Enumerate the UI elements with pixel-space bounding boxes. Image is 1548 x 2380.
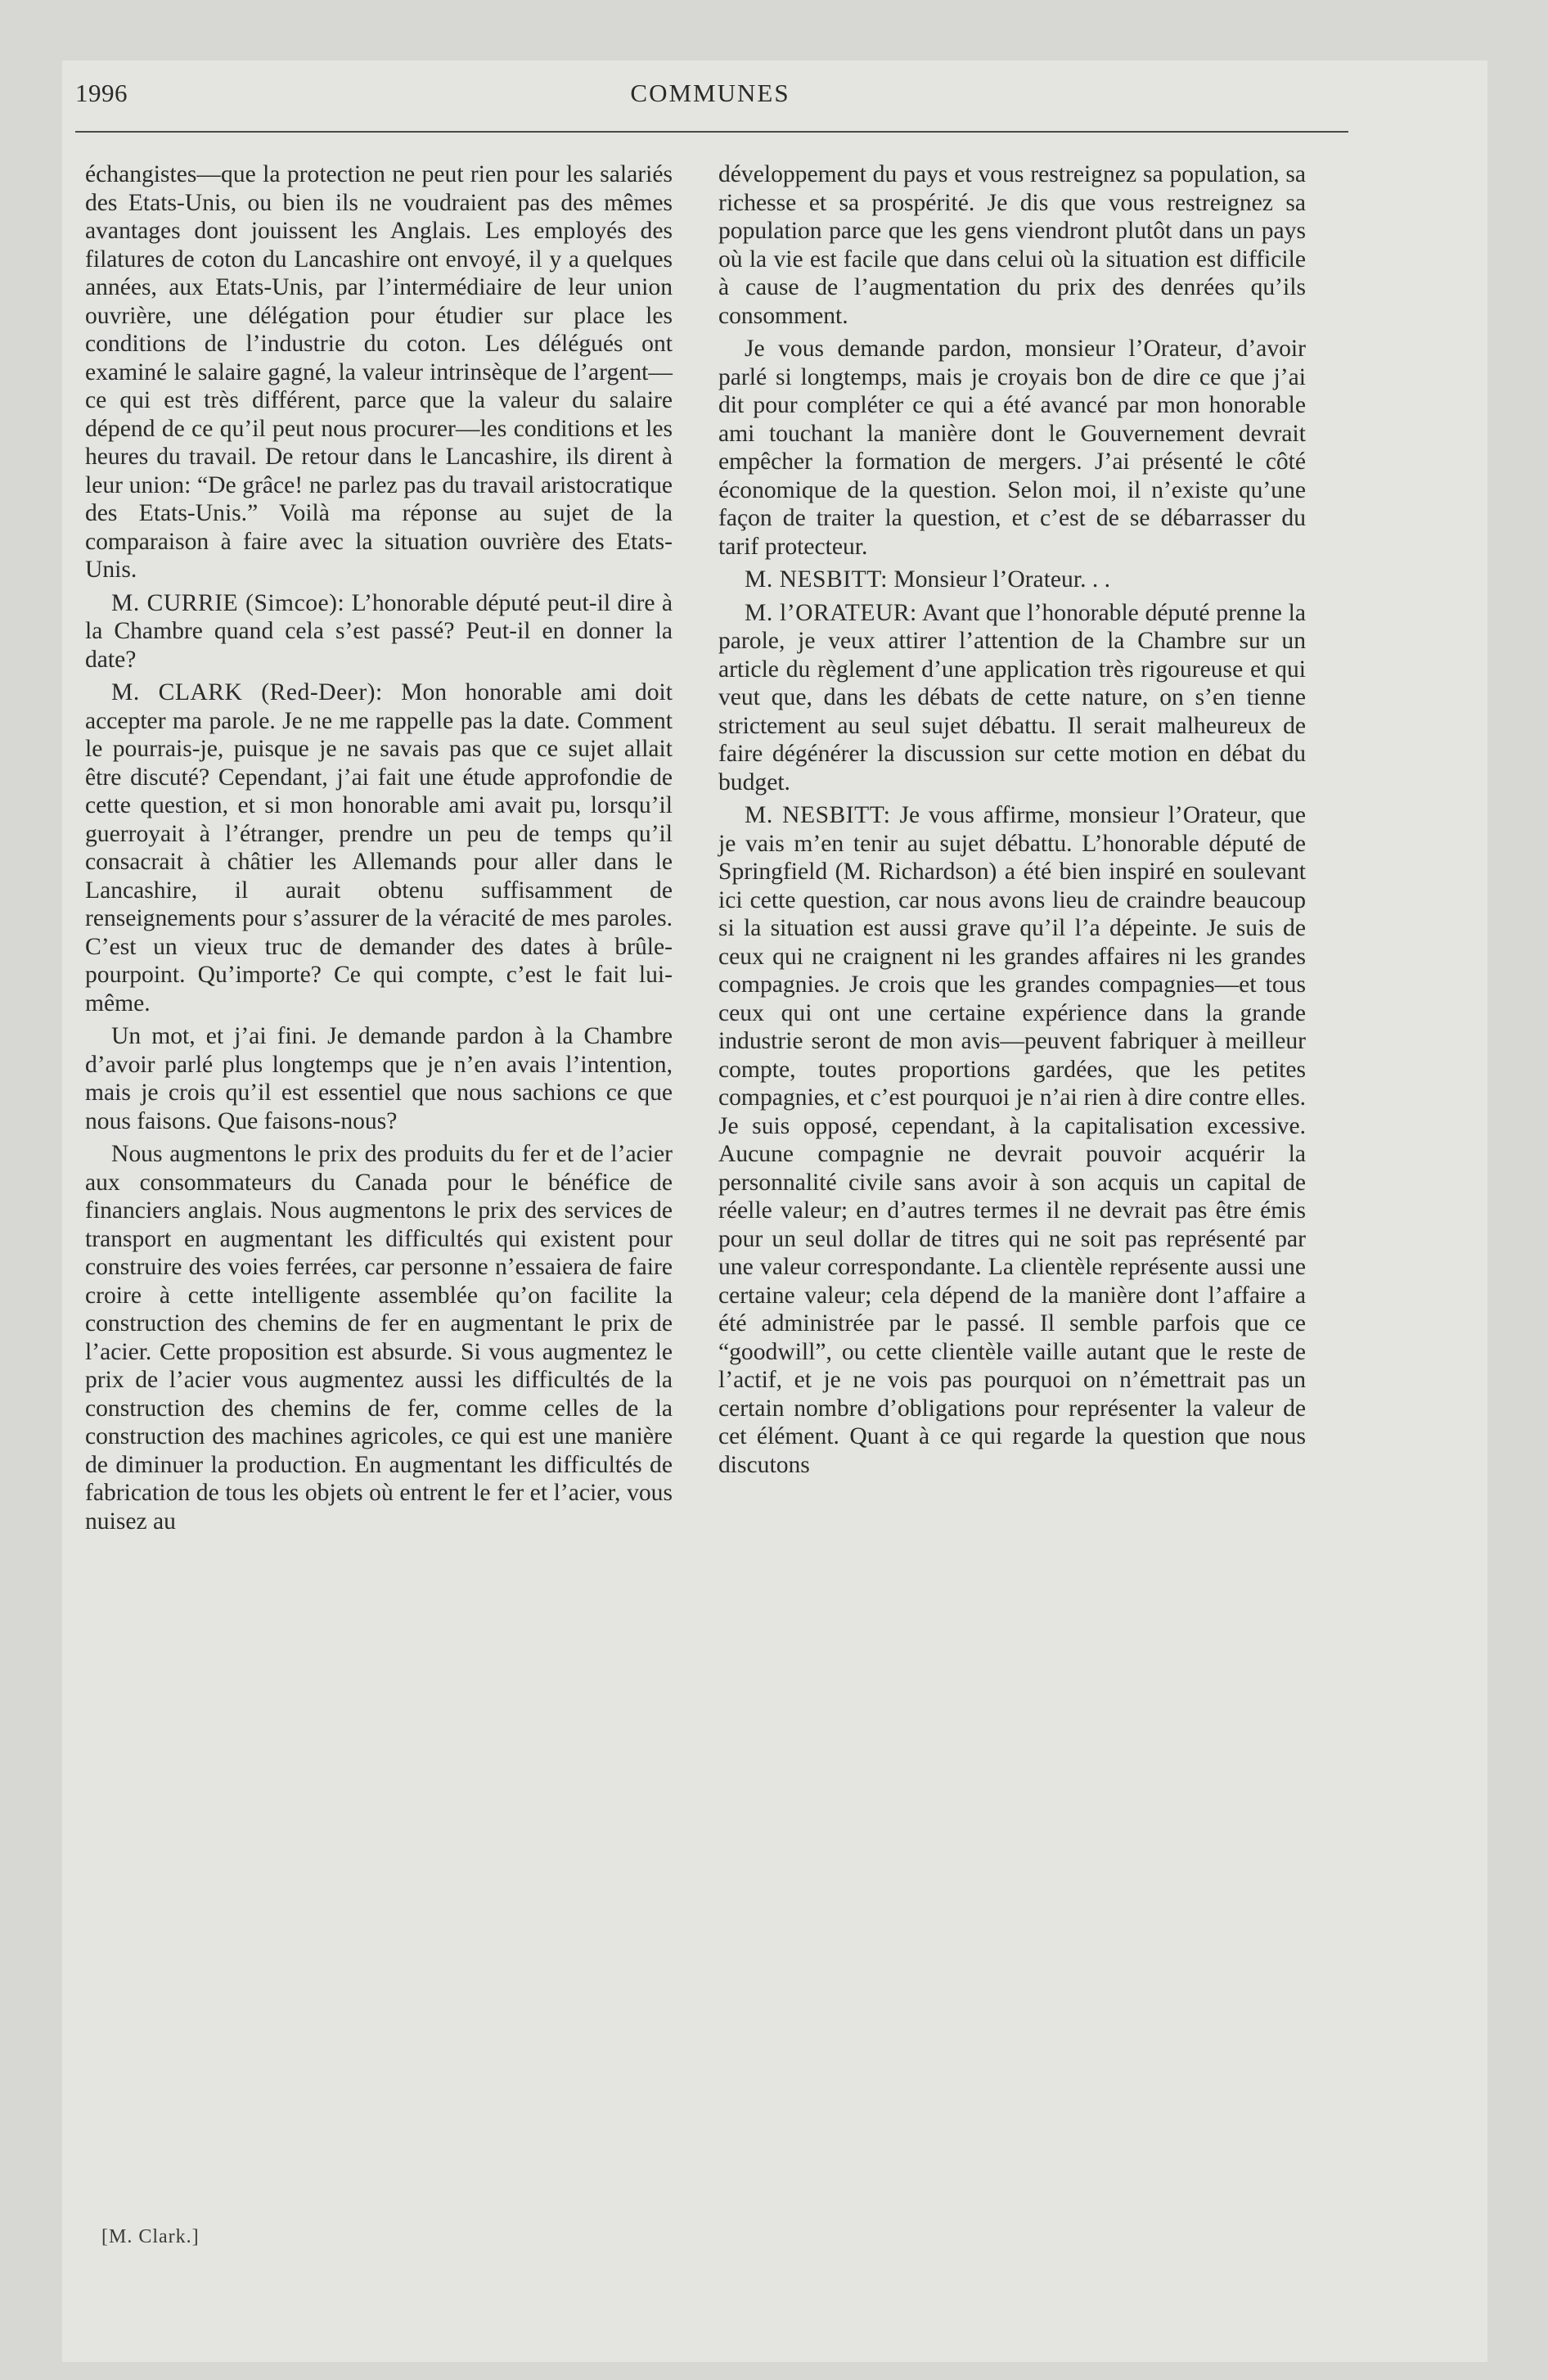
- speaker-name: M. NESBITT:: [745, 802, 891, 828]
- page-number: 1996: [75, 79, 128, 107]
- speaker-name: M. NESBITT:: [745, 566, 889, 593]
- paragraph: développement du pays et vous restreignez sa population, sa richesse et sa prospérité. Je dis que vous restreignez sa population parce que les gens viendront plutôt dans un pays où la vie est facile que dans celui où la situation est difficile à cause de l’augmentation du prix des denrées qu’ils consomment.: [718, 161, 1306, 329]
- running-title: COMMUNES: [630, 79, 790, 107]
- paragraph: Un mot, et j’ai fini. Je demande pardon à la Chambre d’avoir parlé plus longtemps que je n’en avais l’intention, mais je crois qu’il est essentiel que nous sachions ce que nous faisons. Que faisons-nous?: [85, 1023, 673, 1134]
- paragraph: M. NESBITT: Je vous affirme, monsieur l’Orateur, que je vais m’en tenir au sujet débattu. L’honorable député de Springfield (M. Richardson) a été bien inspiré en soulevant ici cette question, car nous avons lieu de craindre beaucoup si la situation est aussi grave qu’il l’a dépeinte. Je suis de ceux qui ne craignent ni les grandes affaires ni les grandes compagnies. Je crois que les grandes compagnies—et tous ceux qui ont une certaine expérience dans la grande industrie seront de mon avis—peuvent fabriquer à meilleur compte, toutes proportions gardées, que les petites compagnies, et c’est pourquoi je n’ai rien à dire contre elles. Je suis opposé, cependant, à la capitalisation excessive. Aucune compagnie ne devrait pouvoir acquérir la personnalité civile sans avoir à son acquis un capital de réelle valeur; en d’autres termes il ne devrait pas être émis pour un seul dollar de titres qui ne soit pas représenté par une valeur correspondante. La clientèle représente aussi une certaine valeur; cela dépend de la manière dont l’affaire a été administrée par le passé. Il semble parfois que ce “goodwill”, ou cette clientèle vaille autant que le reste de l’actif, et je ne vois pas pourquoi on n’émettrait pas un certain nombre d’obligations pour représenter la valeur de cet élément. Quant à ce qui regarde la question que nous discutons: [718, 802, 1306, 1478]
- left-column: [85, 160, 673, 1535]
- right-column: [718, 160, 1306, 1479]
- speaker-name: M. l’ORATEUR:: [745, 599, 917, 626]
- speaker-name: M. CURRIE (Simcoe):: [111, 589, 345, 616]
- paragraph: Nous augmentons le prix des produits du fer et de l’acier aux consommateurs du Canada pour le bénéfice de financiers anglais. Nous augmentons le prix des services de transport en augmentant les difficultés qui existent pour construire des voies ferrées, car personne n’essaiera de faire croire à cette intelligente assemblée qu’on facilite la construction des chemins de fer en augmentant le prix de l’acier. Cette proposition est absurde. Si vous augmentez le prix de l’acier vous augmentez aussi les difficultés de la construction des chemins de fer, comme celles de la construction des machines agricoles, ce qui est une manière de diminuer la production. En augmentant les difficultés de fabrication de tous les objets où entrent le fer et l’acier, vous nuisez au: [85, 1141, 673, 1535]
- speaker-name: M. CLARK (Red-Deer):: [111, 679, 383, 705]
- header-rule: [75, 131, 1348, 133]
- paragraph: M. NESBITT: Monsieur l’Orateur. . .: [745, 566, 1111, 593]
- paragraph: Je vous demande pardon, monsieur l’Orateur, d’avoir parlé si longtemps, mais je croyais bon de dire ce que j’ai dit pour compléter ce qui a été avancé par mon honorable ami touchant la manière dont le Gouvernement devrait empêcher la formation de mergers. J’ai présenté le côté économique de la question. Selon moi, il n’existe qu’une façon de traiter la question, et c’est de se débarrasser du tarif protecteur.: [718, 336, 1306, 560]
- speaker-attribution: [M. Clark.]: [101, 2226, 200, 2247]
- paragraph: échangistes—que la protection ne peut rien pour les salariés des Etats-Unis, ou bien ils ne voudraient pas des mêmes avantages dont jouissent les Anglais. Les employés des filatures de coton du Lancashire ont envoyé, il y a quelques années, aux Etats-Unis, par l’intermédiaire de leur union ouvrière, une délégation pour étudier sur place les conditions de l’industrie du coton. Les délégués ont examiné le salaire gagné, la valeur intrinsèque de l’argent—ce qui est très différent, parce que la valeur du salaire dépend de ce qu’il peut nous procurer—les conditions et les heures du travail. De retour dans le Lancashire, ils dirent à leur union: “De grâce! ne parlez pas du travail aristocratique des Etats-Unis.” Voilà ma réponse au sujet de la comparaison à faire avec la situation ouvrière des Etats-Unis.: [85, 161, 673, 583]
- paragraph: M. l’ORATEUR: Avant que l’honorable député prenne la parole, je veux attirer l’attention de la Chambre sur un article du règlement d’une application très rigoureuse et qui veut que, dans les débats de cette nature, on s’en tienne strictement au seul sujet débattu. Il serait malheureux de faire dégénérer la discussion sur cette motion en débat du budget.: [718, 599, 1306, 796]
- paragraph: M. CURRIE (Simcoe): L’honorable député peut-il dire à la Chambre quand cela s’est passé? Peut-il en donner la date?: [85, 589, 673, 673]
- paragraph: M. CLARK (Red-Deer): Mon honorable ami doit accepter ma parole. Je ne me rappelle pas la date. Comment le pourrais-je, puisque je ne savais pas que ce sujet allait être discuté? Cependant, j’ai fait une étude approfondie de cette question, et si mon honorable ami avait pu, lorsqu’il guerroyait à l’étranger, prendre un peu de temps qu’il consacrait à châtier les Allemands pour aller dans le Lancashire, il aurait obtenu suffisamment de renseignements pour s’assurer de la véracité de mes paroles. C’est un vieux truc de demander des dates à brûle-pourpoint. Qu’importe? Ce qui compte, c’est le fait lui-même.: [85, 679, 673, 1016]
- page-header: [75, 79, 1345, 128]
